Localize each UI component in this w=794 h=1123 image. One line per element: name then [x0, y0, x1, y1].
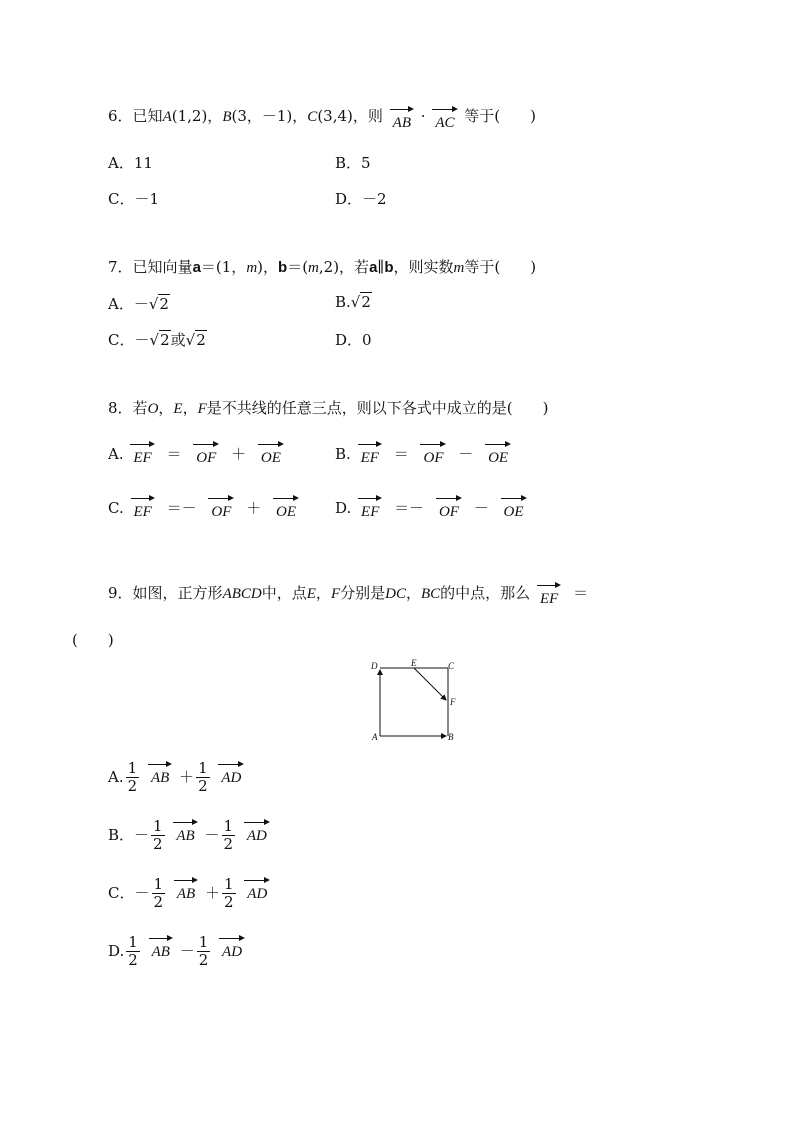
vector-arrow-icon — [208, 495, 234, 503]
vector-oe: OE — [258, 450, 284, 467]
fraction-half: $\frac{1}{2}$ — [223, 817, 234, 854]
sqrt-2: √2 — [185, 331, 206, 349]
vector-ef: EF — [358, 450, 382, 467]
vector-arrow-icon — [485, 441, 511, 449]
option-c[interactable]: C. EF ＝－ OF ＋ OE — [108, 497, 301, 518]
sqrt-2: √2 — [148, 295, 169, 313]
vector-ab: AB — [390, 115, 414, 132]
vector-arrow-icon — [193, 441, 219, 449]
question-8-stem: 8．若O，E，F是不共线的任意三点，则以下各式中成立的是( ) — [108, 399, 549, 417]
vector-ef: EF — [131, 504, 155, 521]
vector-arrow-icon — [148, 761, 172, 769]
option-b[interactable]: B．5 — [335, 154, 371, 172]
option-c[interactable]: C．－√2或√2 — [108, 331, 206, 349]
vector-ab: AB — [173, 828, 197, 845]
fraction-half: $\frac{1}{2}$ — [128, 933, 138, 970]
option-a[interactable]: A．－√2 — [108, 295, 169, 313]
vector-arrow-icon — [258, 441, 284, 449]
option-d[interactable]: D．－2 — [335, 190, 387, 208]
fraction-half: $\frac{1}{2}$ — [198, 933, 209, 970]
label-d: D — [371, 661, 378, 671]
vector-ac: AC — [432, 115, 457, 132]
vector-ef: EF — [358, 504, 382, 521]
vector-ab: AB — [174, 886, 198, 903]
option-a[interactable]: A. $\frac{1}{2}$ AB ＋ $\frac{1}{2}$ AD — [108, 760, 246, 796]
vector-ab: AB — [148, 770, 172, 787]
option-d[interactable]: D. EF ＝－ OF － OE — [335, 497, 529, 518]
fraction-half: $\frac{1}{2}$ — [153, 875, 164, 912]
option-a[interactable]: A．11 — [108, 154, 153, 172]
vector-ef: EF — [537, 591, 561, 608]
option-c[interactable]: C．－ $\frac{1}{2}$ AB ＋ $\frac{1}{2}$ AD — [108, 876, 272, 912]
vector-arrow-icon — [130, 441, 154, 449]
label-f: F — [450, 697, 456, 707]
question-number: 8． — [108, 399, 133, 417]
vector-of: OF — [436, 504, 462, 521]
option-d[interactable]: D. $\frac{1}{2}$ AB － $\frac{1}{2}$ AD — [108, 934, 247, 970]
fraction-half: $\frac{1}{2}$ — [153, 817, 163, 854]
fraction-half: $\frac{1}{2}$ — [127, 759, 138, 796]
fraction-half: $\frac{1}{2}$ — [223, 875, 234, 912]
vector-arrow-icon — [390, 106, 414, 114]
question-number: 9． — [108, 584, 133, 602]
vector-ef-line — [414, 668, 446, 700]
vector-of: OF — [193, 450, 219, 467]
vector-of: OF — [208, 504, 234, 521]
option-c[interactable]: C．－1 — [108, 190, 160, 208]
question-number: 6． — [108, 107, 133, 125]
vector-arrow-icon — [273, 495, 299, 503]
question-number: 7． — [108, 258, 133, 276]
answer-paren: ( ) — [72, 631, 114, 649]
vector-arrow-icon — [219, 935, 245, 943]
question-7-stem: 7．已知向量a＝(1，m)，b＝(m,2)，若a∥b，则实数m等于( ) — [108, 258, 537, 276]
option-b[interactable]: B.√2 — [335, 293, 371, 311]
vector-arrow-icon — [149, 935, 173, 943]
label-b: B — [448, 732, 454, 742]
question-9-stem: 9．如图，正方形ABCD中，点E，F分别是DC，BC的中点，那么 EF ＝ — [108, 584, 589, 607]
label-a: A — [372, 732, 378, 742]
vector-arrow-icon — [358, 495, 382, 503]
vector-ad: AD — [219, 944, 245, 961]
vector-arrow-icon — [244, 877, 270, 885]
option-d[interactable]: D．0 — [335, 331, 372, 349]
sqrt-2: √2 — [350, 293, 371, 311]
vector-arrow-icon — [174, 877, 198, 885]
vector-ab: AB — [149, 944, 173, 961]
square-figure — [368, 656, 468, 746]
vector-of: OF — [420, 450, 446, 467]
fraction-half: $\frac{1}{2}$ — [198, 759, 208, 796]
vector-ad: AD — [244, 886, 270, 903]
vector-arrow-icon — [432, 106, 457, 114]
label-e: E — [411, 658, 417, 668]
vector-arrow-icon — [436, 495, 462, 503]
label-c: C — [448, 661, 455, 671]
vector-ef: EF — [130, 450, 154, 467]
vector-arrow-icon — [420, 441, 446, 449]
question-6-stem: 6．已知A(1,2)，B(3，－1)，C(3,4)，则 AB · AC 等于( ) — [108, 107, 537, 131]
vector-arrow-icon — [537, 582, 561, 590]
sqrt-2: √2 — [149, 331, 170, 349]
vector-oe: OE — [273, 504, 299, 521]
vector-ad: AD — [218, 770, 244, 787]
vector-ad: AD — [244, 828, 270, 845]
vector-arrow-icon — [173, 819, 197, 827]
vector-oe: OE — [485, 450, 511, 467]
vector-arrow-icon — [501, 495, 527, 503]
option-a[interactable]: A. EF ＝ OF ＋ OE — [108, 443, 286, 464]
option-b[interactable]: B．－ $\frac{1}{2}$ AB － $\frac{1}{2}$ AD — [108, 818, 272, 854]
vector-arrow-icon — [131, 495, 155, 503]
vector-oe: OE — [501, 504, 527, 521]
vector-arrow-icon — [244, 819, 270, 827]
option-b[interactable]: B. EF ＝ OF － OE — [335, 443, 513, 464]
vector-arrow-icon — [218, 761, 244, 769]
vector-arrow-icon — [358, 441, 382, 449]
